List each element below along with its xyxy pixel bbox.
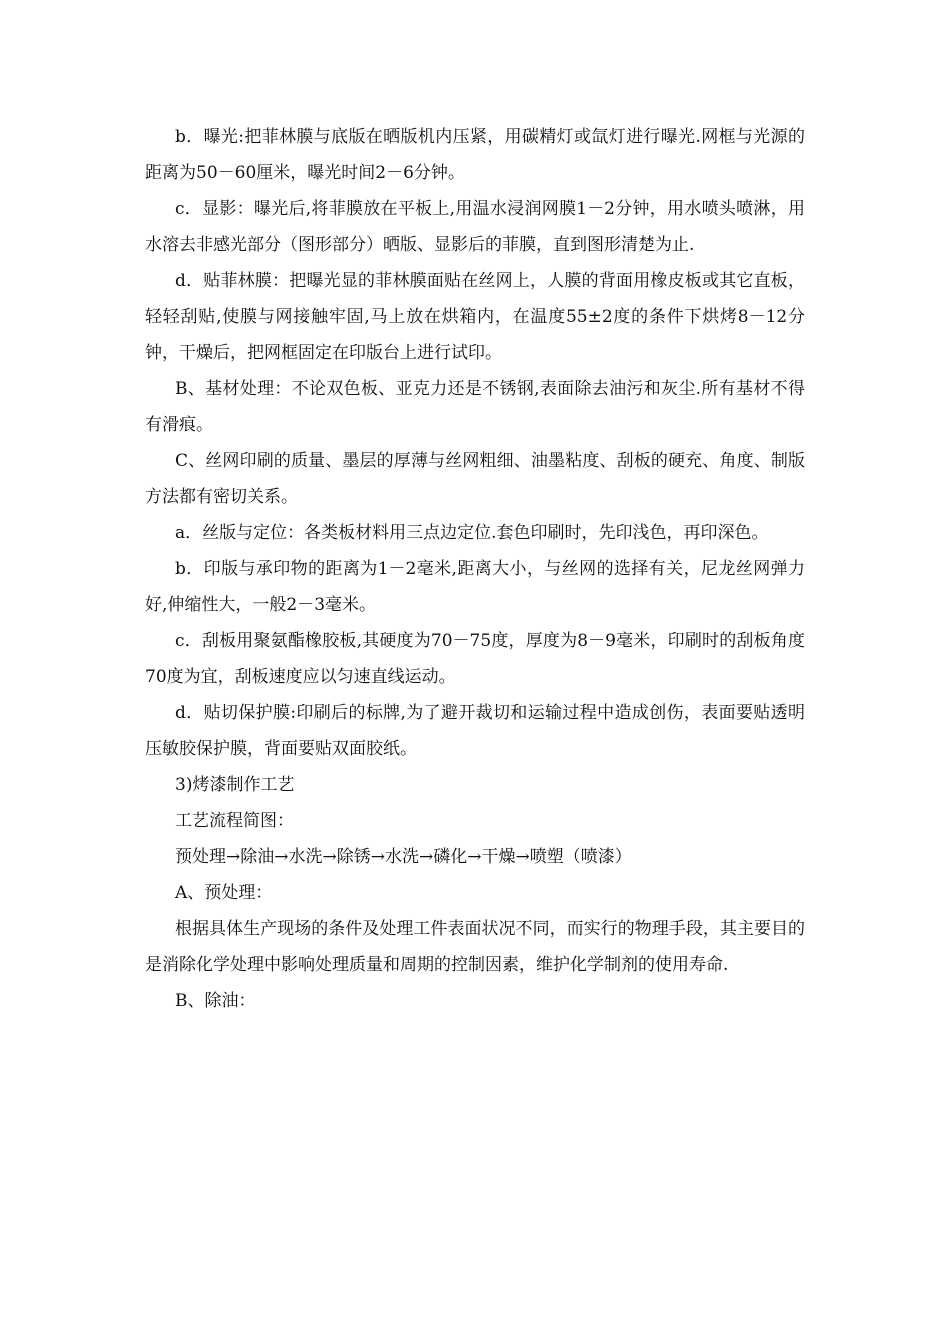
process-flow-title: 工艺流程简图： bbox=[175, 811, 294, 831]
paragraph-pretreatment-description: 根据具体生产现场的条件及处理工件表面状况不同，而实行的物理手段，其主要目的是消除化学处理中影响处理质量和周期的控制因素，维护化学制剂的使用寿命. bbox=[145, 919, 805, 975]
document-body bbox=[145, 119, 805, 1019]
paragraph-protective-film: d．贴切保护膜:印刷后的标牌,为了避开裁切和运输过程中造成创伤，表面要贴透明压敏胶保护膜，背面要贴双面胶纸。 bbox=[145, 703, 805, 759]
subheading-pretreatment: A、预处理： bbox=[175, 883, 273, 903]
paragraph-positioning: a．丝版与定位：各类板材料用三点边定位.套色印刷时，先印浅色，再印深色。 bbox=[175, 523, 769, 543]
paragraph-developing: c．显影：曝光后,将菲膜放在平板上,用温水浸润网膜1－2分钟，用水喷头喷淋，用水溶去非感光部分（图形部分）晒版、显影后的菲膜，直到图形清楚为止. bbox=[145, 199, 805, 255]
paragraph-exposure: b．曝光:把菲林膜与底版在晒版机内压紧，用碳精灯或氙灯进行曝光.网框与光源的距离为50－60厘米，曝光时间2－6分钟。 bbox=[145, 127, 805, 183]
subheading-degreasing: B、除油： bbox=[175, 991, 256, 1011]
paragraph-squeegee: c．刮板用聚氨酯橡胶板,其硬度为70－75度，厚度为8－9毫米，印刷时的刮板角度70度为宜，刮板速度应以匀速直线运动。 bbox=[145, 631, 805, 687]
paragraph-substrate-treatment: B、基材处理：不论双色板、亚克力还是不锈钢,表面除去油污和灰尘.所有基材不得有滑痕。 bbox=[145, 379, 805, 435]
paragraph-film-mounting: d．贴菲林膜：把曝光显的菲林膜面贴在丝网上，人膜的背面用橡皮板或其它直板，轻轻刮贴,使膜与网接触牢固,马上放在烘箱内，在温度55±2度的条件下烘烤8－12分钟，干燥后，把网框固定在印版台上进行试印。 bbox=[145, 271, 805, 363]
paragraph-plate-distance: b．印版与承印物的距离为1－2毫米,距离大小，与丝网的选择有关，尼龙丝网弹力好,伸缩性大，一般2－3毫米。 bbox=[145, 559, 805, 615]
paragraph-screen-printing-quality: C、丝网印刷的质量、墨层的厚薄与丝网粗细、油墨粘度、刮板的硬充、角度、制版方法都有密切关系。 bbox=[145, 451, 805, 507]
process-flow-steps: 预处理→除油→水洗→除锈→水洗→磷化→干燥→喷塑（喷漆） bbox=[175, 847, 632, 867]
section-heading-baking-paint: 3)烤漆制作工艺 bbox=[175, 775, 295, 795]
